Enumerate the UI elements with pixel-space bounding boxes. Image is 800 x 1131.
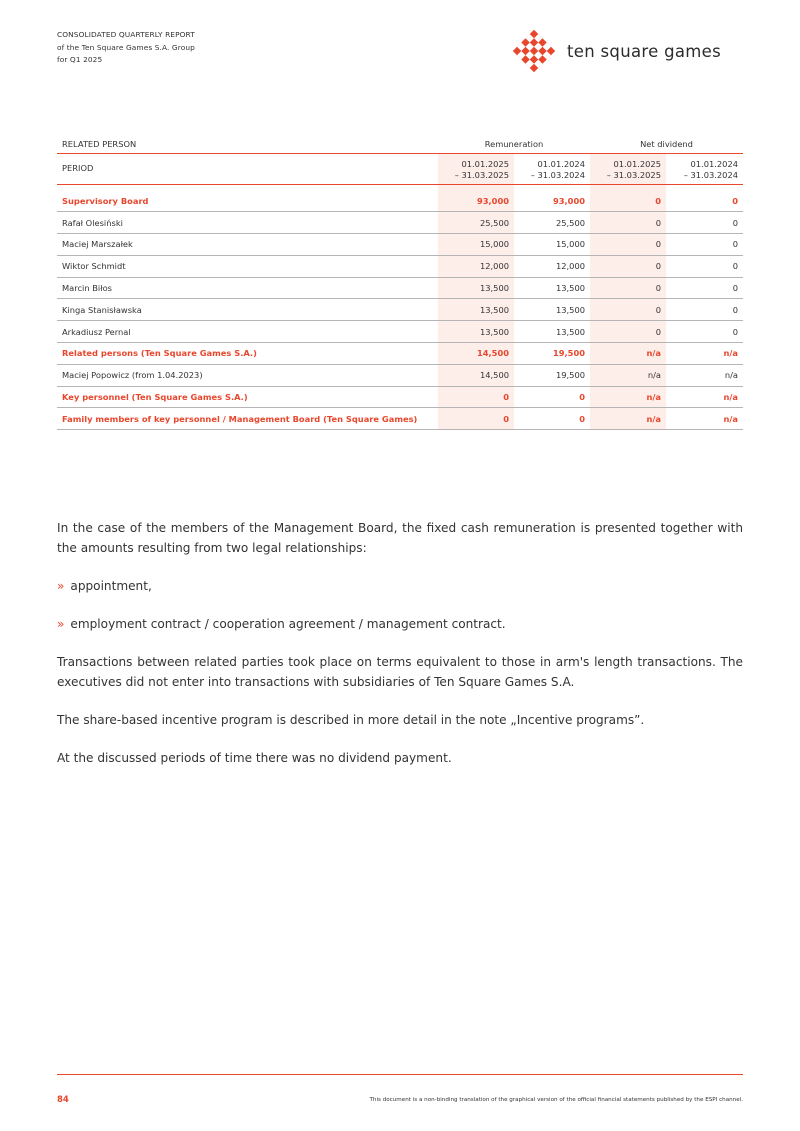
table-period-row — [57, 153, 743, 184]
net-dividend-value: 0 — [666, 212, 743, 234]
net-dividend-value: 0 — [666, 321, 743, 343]
net-dividend-value: n/a — [590, 364, 666, 386]
table-row — [57, 234, 743, 256]
net-dividend-value: n/a — [666, 343, 743, 365]
footer-divider — [57, 1074, 743, 1075]
related-person-name: Kinga Stanisławska — [57, 299, 438, 321]
bullet-text: appointment, — [70, 579, 152, 593]
paragraph-management-board-remuneration: In the case of the members of the Management Board, the fixed cash remuneration is presented together with the amounts resulting from two legal relationships: — [57, 521, 743, 555]
logo-wordmark: ten square games — [567, 41, 721, 61]
bullet-item — [57, 577, 152, 597]
table-row — [57, 321, 743, 343]
net-dividend-value: 0 — [666, 190, 743, 212]
net-dividend-value: n/a — [666, 386, 743, 408]
table-group-row — [57, 386, 743, 408]
table-row — [57, 299, 743, 321]
net-dividend-value: 0 — [666, 255, 743, 277]
related-person-name: Maciej Popowicz (from 1.04.2023) — [57, 364, 438, 386]
net-dividend-value: n/a — [590, 343, 666, 365]
net-dividend-value: n/a — [666, 364, 743, 386]
net-dividend-value: 0 — [590, 277, 666, 299]
related-person-name: Supervisory Board — [57, 190, 438, 212]
remuneration-value: 13,500 — [514, 321, 590, 343]
report-group-line: of the Ten Square Games S.A. Group — [57, 42, 195, 52]
net-dividend-value: 0 — [666, 277, 743, 299]
period-label: PERIOD — [57, 153, 438, 184]
col-header-related-person: RELATED PERSON — [57, 136, 438, 153]
net-dividend-value: n/a — [590, 386, 666, 408]
related-persons-table — [57, 136, 743, 430]
net-dividend-value: 0 — [666, 234, 743, 256]
period-end: – 31.03.2025 — [606, 169, 661, 180]
footer-disclaimer: This document is a non-binding translation of the graphical version of the official financial statements published by the ESPI channel. — [369, 1097, 743, 1103]
net-dividend-value: n/a — [666, 408, 743, 430]
period-start: 01.01.2024 — [537, 158, 585, 169]
remuneration-value: 13,500 — [514, 299, 590, 321]
col-group-net-dividend: Net dividend — [590, 136, 743, 153]
remuneration-value: 93,000 — [514, 190, 590, 212]
period-cell — [666, 153, 743, 184]
report-period-line: for Q1 2025 — [57, 55, 103, 64]
table-header-row — [57, 136, 743, 153]
period-cell — [438, 153, 514, 184]
remuneration-value: 25,500 — [438, 212, 514, 234]
net-dividend-value: 0 — [590, 255, 666, 277]
remuneration-value: 93,000 — [438, 190, 514, 212]
remuneration-value: 14,500 — [438, 364, 514, 386]
paragraph-incentive-program: The share-based incentive program is described in more detail in the note „Incentive programs”. — [57, 713, 645, 727]
table-row — [57, 364, 743, 386]
remuneration-value: 13,500 — [438, 321, 514, 343]
remuneration-value: 12,000 — [438, 255, 514, 277]
company-logo — [511, 28, 721, 74]
table-group-row — [57, 343, 743, 365]
page-number: 84 — [57, 1095, 69, 1105]
period-cell — [590, 153, 666, 184]
remuneration-value: 19,500 — [514, 364, 590, 386]
remuneration-value: 0 — [514, 386, 590, 408]
related-person-name: Arkadiusz Pernal — [57, 321, 438, 343]
period-end: – 31.03.2024 — [530, 169, 585, 180]
bullet-text: employment contract / cooperation agreement / management contract. — [70, 617, 506, 631]
remuneration-value: 15,000 — [438, 234, 514, 256]
paragraph-dividend: At the discussed periods of time there was no dividend payment. — [57, 751, 452, 765]
related-person-name: Related persons (Ten Square Games S.A.) — [57, 343, 438, 365]
table-row — [57, 212, 743, 234]
report-header — [57, 29, 195, 67]
remuneration-value: 0 — [438, 386, 514, 408]
net-dividend-value: 0 — [590, 190, 666, 212]
related-person-name: Key personnel (Ten Square Games S.A.) — [57, 386, 438, 408]
remuneration-value: 19,500 — [514, 343, 590, 365]
remuneration-value: 12,000 — [514, 255, 590, 277]
related-person-name: Marcin Biłos — [57, 277, 438, 299]
period-end: – 31.03.2024 — [683, 169, 739, 180]
logo-diamond-icon — [511, 28, 557, 74]
bullet-chevron-icon: » — [57, 617, 65, 631]
table-group-row — [57, 190, 743, 212]
net-dividend-value: 0 — [666, 299, 743, 321]
table-group-row — [57, 408, 743, 430]
remuneration-value: 0 — [438, 408, 514, 430]
bullet-item — [57, 615, 506, 635]
net-dividend-value: 0 — [590, 212, 666, 234]
period-start: 01.01.2024 — [690, 158, 739, 169]
col-group-remuneration: Remuneration — [438, 136, 590, 153]
table-row — [57, 255, 743, 277]
remuneration-value: 13,500 — [438, 299, 514, 321]
related-person-name: Family members of key personnel / Management Board (Ten Square Games) — [57, 408, 438, 430]
report-title: CONSOLIDATED QUARTERLY REPORT — [57, 30, 195, 39]
period-end: – 31.03.2025 — [454, 169, 509, 180]
remuneration-value: 14,500 — [438, 343, 514, 365]
remuneration-value: 13,500 — [438, 277, 514, 299]
net-dividend-value: 0 — [590, 299, 666, 321]
bullet-chevron-icon: » — [57, 579, 65, 593]
period-start: 01.01.2025 — [461, 158, 509, 169]
net-dividend-value: 0 — [590, 321, 666, 343]
related-person-name: Wiktor Schmidt — [57, 255, 438, 277]
remuneration-value: 25,500 — [514, 212, 590, 234]
related-person-name: Rafał Olesiński — [57, 212, 438, 234]
table-row — [57, 277, 743, 299]
period-start: 01.01.2025 — [613, 158, 661, 169]
remuneration-value: 0 — [514, 408, 590, 430]
paragraph-related-party-transactions: Transactions between related parties took place on terms equivalent to those in arm's length transactions. The executives did not enter into transactions with subsidiaries of Ten Square Games S.A. — [57, 655, 743, 689]
related-person-name: Maciej Marszałek — [57, 234, 438, 256]
remuneration-value: 13,500 — [514, 277, 590, 299]
remuneration-value: 15,000 — [514, 234, 590, 256]
net-dividend-value: n/a — [590, 408, 666, 430]
net-dividend-value: 0 — [590, 234, 666, 256]
period-cell — [514, 153, 590, 184]
